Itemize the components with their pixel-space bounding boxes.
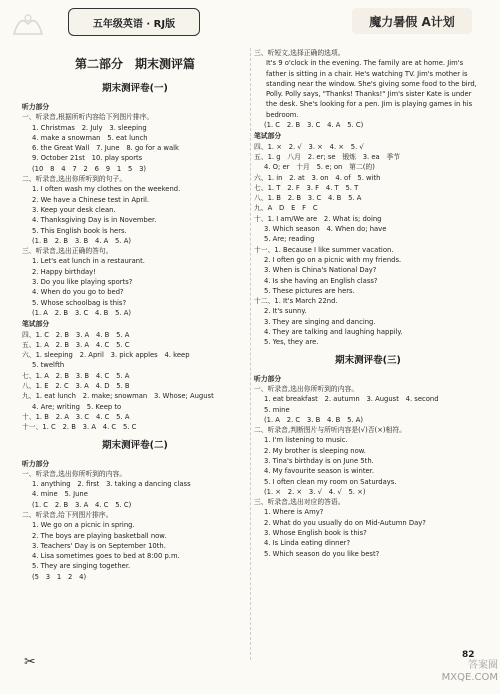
answer-line: 2. The boys are playing basketball now. [32, 531, 167, 540]
answer-line: 十、1. B 2. A 3. C 4. C 5. A [22, 412, 130, 421]
answer-line: 四、1. C 2. B 3. A 4. B 5. A [22, 330, 130, 339]
answer-line: 5. I often clean my room on Saturdays. [264, 477, 397, 486]
answer-line: 3. Whose English book is this? [264, 529, 367, 538]
left-column [22, 48, 248, 672]
answer-line: 五、1. g 八月 2. er; se 锻炼 3. ea 季节 [254, 152, 401, 161]
answer-line: 5. Whose schoolbag is this? [32, 298, 127, 307]
exam2-answers-continued [254, 48, 482, 348]
answer-line: 4. make a snowman 5. eat lunch [32, 133, 148, 142]
answer-line: 5. Are; reading [264, 235, 315, 244]
section-heading: 笔试部分 [254, 132, 282, 141]
answer-line: 1. Let's eat lunch in a restaurant. [32, 257, 145, 266]
section-heading: 听力部分 [22, 459, 50, 468]
answer-line: 2. My brother is sleeping now. [264, 446, 366, 455]
answer-line: 5. These pictures are hers. [264, 286, 355, 295]
exam-title-1: 期末测评卷(一) [102, 83, 168, 94]
scissors-icon: ✂ [24, 654, 36, 670]
answer-line: 六、1. sleeping 2. April 3. pick apples 4. keep [22, 351, 190, 360]
section-heading: 听力部分 [22, 103, 50, 111]
answer-line: (1. A 2. C 3. B 4. B 5. A) [264, 415, 364, 424]
answer-line: 4. My favourite season is winter. [264, 467, 375, 476]
exam3-answers [254, 374, 482, 559]
answer-line: 1. Where is Amy? [264, 508, 324, 517]
decoration-icon [10, 10, 46, 38]
answer-line: 5. mine [264, 405, 290, 414]
answer-line: 9. October 21st 10. play sports [32, 154, 143, 163]
answer-line: 1. We go on a picnic in spring. [32, 521, 135, 530]
answer-line: 5. They are singing together. [32, 562, 131, 571]
answer-line: 3. Which season 4. When do; have [264, 225, 387, 234]
answer-line: 1. anything 2. first 3. taking a dancing class [32, 480, 191, 489]
answer-line: (10 8 4 7 2 6 9 1 5 3) [32, 164, 147, 173]
answer-line: 2. It's sunny. [264, 307, 307, 316]
answer-line: It's 9 o'clock in the evening. The family are at home. Jim's father is sitting in a chair. He's watching TV. Jim's mother is standing near the window. She's giving some food to the bird, Polly. Polly says, "Thanks! Thanks!" Jim's sister Kate is under the desk. She's looking for a pen. Jim is playing games in his bedroom. [266, 59, 477, 119]
section-heading: 听力部分 [254, 374, 282, 383]
watermark: 答案圈 MXQE.COM [441, 660, 498, 683]
answer-line: 4. mine 5. June [32, 490, 88, 499]
part-title: 第二部分 期末测评篇 [74, 57, 195, 71]
answer-line: 5. Yes, they are. [264, 338, 319, 347]
page-header [0, 0, 500, 44]
answer-line: 3. Do you like playing sports? [32, 278, 133, 287]
book-grade-label: 五年级英语 · RJ版 [68, 8, 200, 36]
answer-line: 3. Keep your desk clean. [32, 205, 116, 214]
answer-line: 1. I often wash my clothes on the weekend. [32, 185, 181, 194]
exam2-answers [22, 459, 248, 583]
answer-line: 四、1. × 2. √ 3. × 4. × 5. √ [254, 142, 364, 151]
answer-line: 1. Christmas 2. July 3. sleeping [32, 123, 147, 132]
answer-line: 3. They are singing and dancing. [264, 317, 376, 326]
answer-line: (1. C 2. B 3. A 4. C 5. C) [32, 500, 132, 509]
answer-line: 4. Thanksgiving Day is in November. [32, 216, 157, 225]
answer-line: (1. × 2. × 3. √ 4. √ 5. ×) [264, 487, 366, 496]
answer-line: 4. Is Linda eating dinner? [264, 539, 351, 548]
answer-line: 二、听录音,给下列图片排序。 [22, 510, 113, 519]
answer-line: 2. We have a Chinese test in April. [32, 195, 150, 204]
answer-line: 4. Lisa sometimes goes to bed at 8:00 p.m. [32, 552, 180, 561]
answer-line: 五、1. A 2. B 3. A 4. C 5. C [22, 340, 130, 349]
answer-line: 十、1. I am/We are 2. What is; doing [254, 214, 382, 223]
answer-line: 八、1. B 2. B 3. C 4. B 5. A [254, 194, 362, 203]
answer-line: (1. B 2. B 3. B 4. A 5. A) [32, 236, 132, 245]
answer-line: 5. twelfth [32, 361, 65, 370]
answer-line: 4. When do you go to bed? [32, 288, 124, 297]
answer-line: 十一、1. Because I like summer vacation. [254, 245, 394, 254]
answer-line: 三、听短文,选择正确的选项。 [254, 49, 345, 57]
book-series-title: 魔力暑假 A计划 [352, 8, 472, 34]
answer-line: 一、听录音,选出你所听到的内容。 [254, 384, 359, 393]
answer-line: 一、听录音,选出你所听到的内容。 [22, 469, 127, 478]
exam-title-2: 期末测评卷(二) [102, 439, 168, 451]
answer-line: 九、1. eat lunch 2. make; snowman 3. Whose; August [22, 392, 214, 401]
answer-line: 三、听录音,选出正确的答句。 [22, 247, 113, 256]
answer-line: 3. When is China's National Day? [264, 266, 377, 275]
answer-line: 三、听录音,选出对应的答语。 [254, 498, 345, 507]
right-column [254, 48, 482, 672]
answer-line: 4. O; er 十月 5. e; on 第二(的) [264, 163, 375, 172]
answer-line: 九、A D E F C [254, 204, 318, 213]
answer-line: (5 3 1 2 4) [32, 572, 87, 581]
answer-line: 6. the Great Wall 7. June 8. go for a walk [32, 144, 179, 153]
exam1-answers [22, 102, 248, 433]
answer-line: (1. A 2. B 3. C 4. B 5. A) [32, 308, 132, 317]
answer-line: 十二、1. It's March 22nd. [254, 297, 338, 306]
section-heading: 笔试部分 [22, 320, 50, 329]
exam-title-3: 期末测评卷(三) [335, 354, 401, 366]
answer-line: 3. Teachers' Day is on September 10th. [32, 541, 166, 550]
answer-line: 4. Is she having an English class? [264, 276, 378, 285]
answer-line: 七、1. A 2. B 3. B 4. C 5. A [22, 371, 130, 380]
answer-line: 二、听录音,选出你所听到的句子。 [22, 175, 127, 184]
answer-line: 1. eat breakfast 2. autumn 3. August 4. second [264, 395, 439, 404]
answer-line: 八、1. E 2. C 3. A 4. D 5. B [22, 382, 130, 391]
answer-line: 4. Are; writing 5. Keep to [32, 402, 122, 411]
answer-line: (1. C 2. B 3. C 4. A 5. C) [264, 121, 364, 130]
answer-line: 七、1. T 2. F 3. F 4. T 5. T [254, 183, 359, 192]
answer-line: 六、1. in 2. at 3. on 4. of 5. with [254, 173, 381, 182]
answer-line: 3. Tina's birthday is on June 5th. [264, 456, 374, 465]
answer-line: 二、听录音,判断图片与所听内容是(√)否(×)相符。 [254, 426, 406, 435]
answer-line: 5. Which season do you like best? [264, 549, 380, 558]
answer-line: 2. Happy birthday! [32, 267, 96, 276]
answer-line: 2. I often go on a picnic with my friends. [264, 255, 402, 264]
column-divider [250, 48, 251, 660]
answer-line: 2. What do you usually do on Mid-Autumn Day? [264, 518, 426, 527]
answer-line: 5. This English book is hers. [32, 226, 127, 235]
answer-line: 一、听录音,根据所听内容给下列图片排序。 [22, 113, 154, 122]
answer-line: 1. I'm listening to music. [264, 436, 348, 445]
answer-line: 4. They are talking and laughing happily. [264, 328, 403, 337]
page-number: 82 [462, 650, 475, 660]
answer-line: 十一、1. C 2. B 3. A 4. C 5. C [22, 423, 137, 432]
